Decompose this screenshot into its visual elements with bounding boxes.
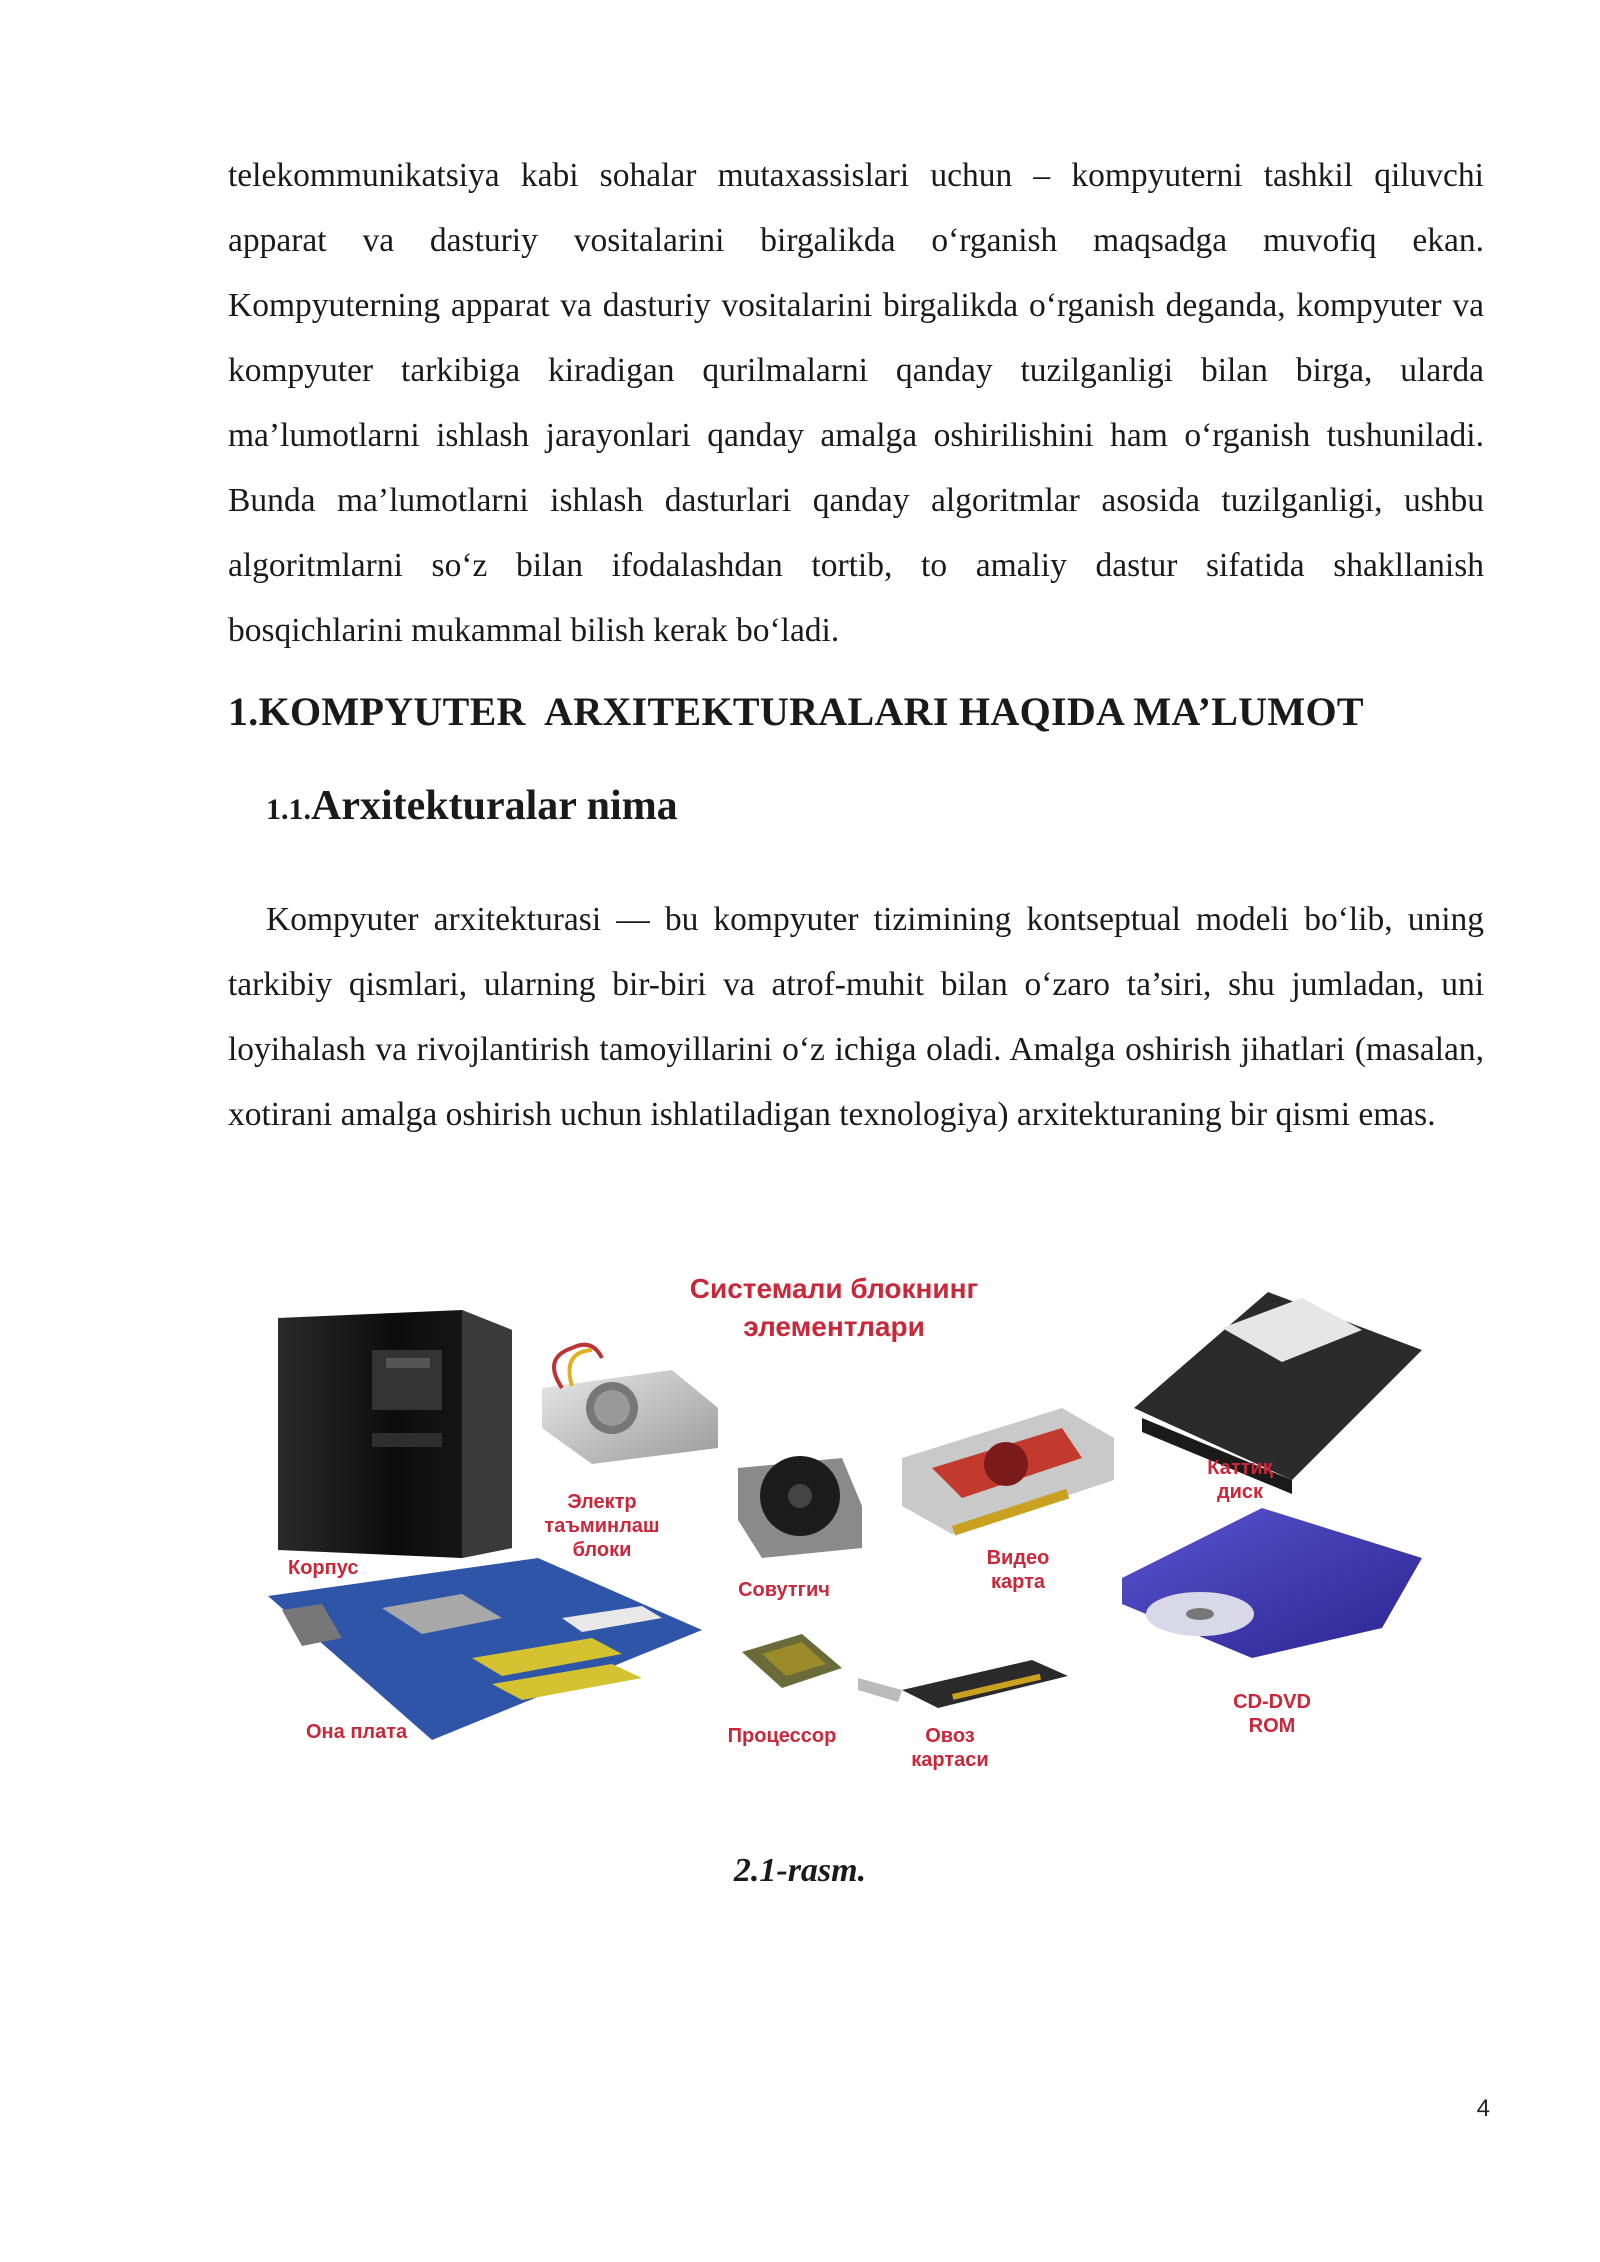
section-heading: 1.KOMPYUTER ARXITEKTURALARI HAQIDA MA’LUMOT [228,689,1364,734]
soundcard-label-2: картаси [911,1749,989,1771]
motherboard-image [268,1558,702,1740]
hdd-label-1: Каттиқ [1207,1457,1273,1479]
figure-title-line-2: элементлари [743,1311,925,1342]
cpu-image [742,1634,842,1688]
cddvd-label-2: ROM [1248,1715,1296,1737]
hdd-label-2: диск [1216,1481,1264,1503]
cddvd-label-1: CD-DVD [1233,1691,1311,1713]
figure-title-line-1: Системали блокнинг [689,1273,979,1304]
system-unit-figure [262,1258,1434,1798]
videocard-label-2: карта [990,1571,1046,1593]
subsection-title: Arxitekturalar nima [311,783,678,829]
figure-caption: 2.1-rasm. [733,1852,867,1889]
cooler-label: Совутгич [738,1579,830,1601]
soundcard-label-1: Овоз [925,1725,975,1747]
cddvd-image [1122,1508,1422,1658]
subsection-number: 1.1. [266,793,311,826]
soundcard-image [858,1660,1068,1708]
page-number: 4 [1476,2095,1490,2122]
videocard-label-1: Видео [986,1547,1050,1569]
case-label: Корпус [288,1557,359,1579]
psu-label-1: Электр [567,1491,637,1513]
hdd-image [1134,1292,1422,1494]
case-image [278,1310,512,1558]
power-supply-image [542,1345,718,1464]
videocard-image [902,1408,1114,1536]
intro-paragraph: telekommunikatsiya kabi sohalar mutaxassislari uchun – kompyuterni tashkil qiluvchi apparat va dasturiy vositalarini birgalikda o‘rganish maqsadga muvofiq ekan. Kompyuterning apparat va dasturiy vositalarini birgalikda o‘rganish deganda, kompyuter va kompyuter tarkibiga kiradigan qurilmalarni qanday tuzilganligi bilan birga, ularda ma’lumotlarni ishlash jarayonlari qanday amalga oshirilishini ham o‘rganish tushuniladi. Bunda ma’lumotlarni ishlash dasturlari qanday algoritmlar asosida tuzilganligi, ushbu algoritmlarni so‘z bilan ifodalashdan tortib, to amaliy dastur sifatida shakllanish bosqichlarini mukammal bilish kerak bo‘ladi. [228,157,1484,649]
psu-label-2: таъминлаш [544,1515,660,1537]
psu-label-3: блоки [572,1539,632,1561]
motherboard-label: Она плата [306,1721,408,1743]
definition-paragraph: Kompyuter arxitekturasi — bu kompyuter tizimining kontseptual modeli bo‘lib, uning tarkibiy qismlari, ularning bir-biri va atrof-muhit bilan o‘zaro ta’siri, shu jumladan, uni loyihalash va rivojlantirish tamoyillarini o‘z ichiga oladi. Amalga oshirish jihatlari (masalan, xotirani amalga oshirish uchun ishlatiladigan texnologiya) arxitekturaning bir qismi emas. [228,901,1484,1133]
subsection-heading [266,782,678,830]
cpu-label: Процессор [727,1725,837,1747]
cooler-image [738,1456,862,1558]
